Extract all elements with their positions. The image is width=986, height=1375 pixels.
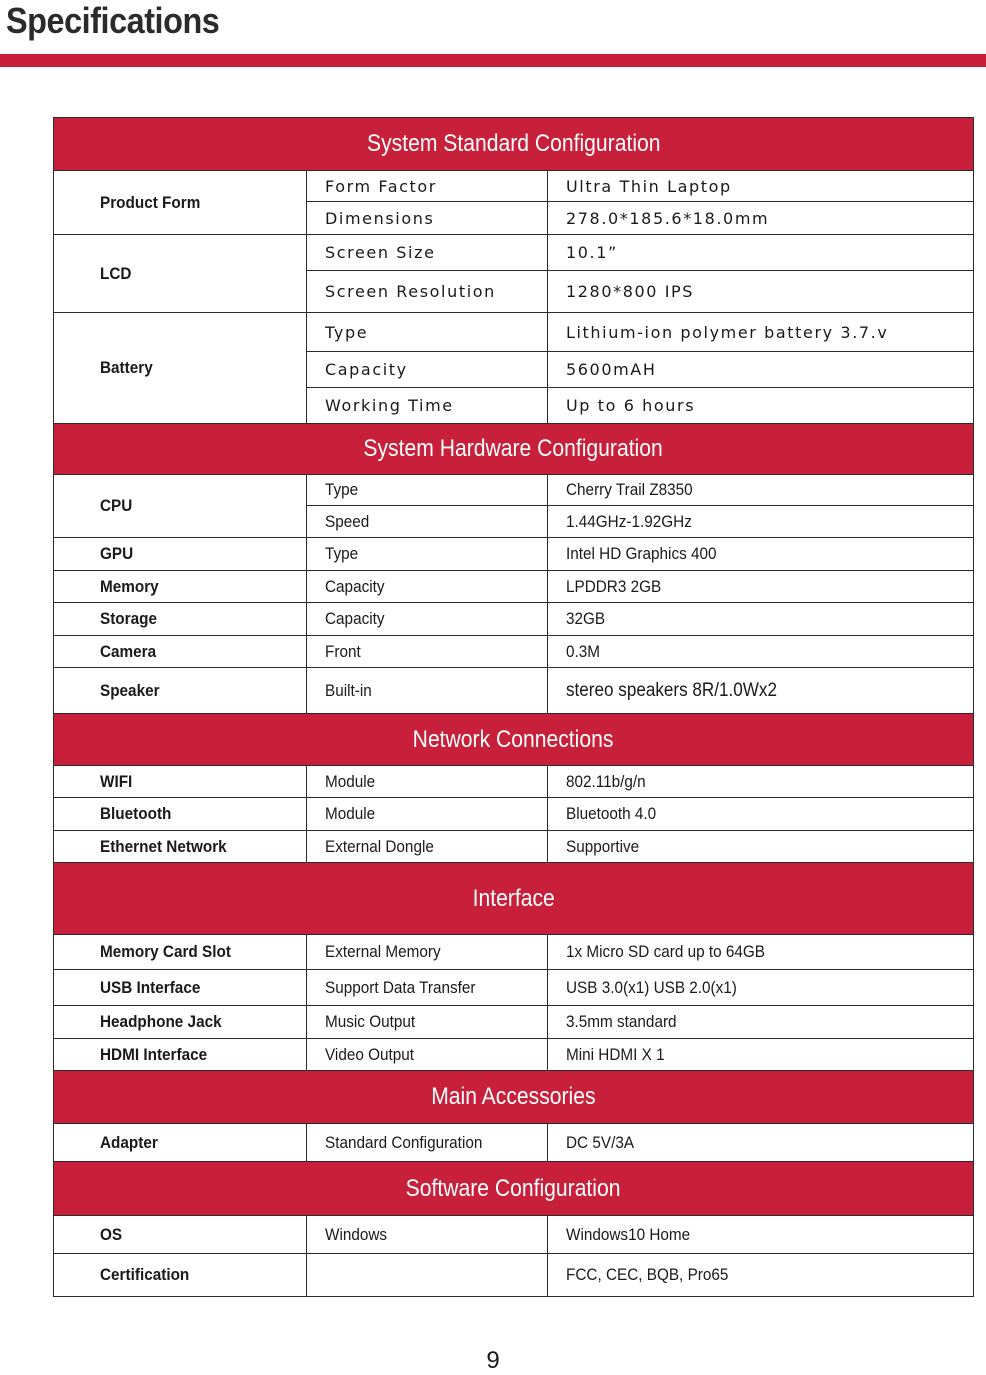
property-cell: Type [325, 544, 359, 563]
value-cell: 278.0*185.6*18.0mm [548, 202, 974, 235]
property-cell: Windows [325, 1224, 388, 1244]
table-row [54, 1216, 974, 1254]
table-row [54, 1124, 974, 1162]
category-label: Adapter [100, 1132, 158, 1152]
section-title: System Standard Configuration [366, 130, 661, 157]
category-label: Certification [100, 1265, 190, 1284]
property-cell: Capacity [325, 576, 385, 596]
table-row [54, 831, 974, 863]
section-header-network [54, 714, 974, 766]
value-cell: 802.11b/g/n [566, 771, 646, 791]
value-cell: Up to 6 hours [548, 388, 974, 424]
category-label: WIFI [100, 771, 133, 791]
value-cell: Lithium-ion polymer battery 3.7.v [548, 313, 974, 352]
table-row [54, 766, 974, 798]
table-row [54, 1039, 974, 1071]
value-cell: 1.44GHz-1.92GHz [566, 511, 692, 531]
value-cell: 1x Micro SD card up to 64GB [566, 942, 765, 961]
value-cell: Windows10 Home [566, 1224, 691, 1244]
category-label: Headphone Jack [100, 1012, 222, 1031]
section-title: System Hardware Configuration [363, 435, 664, 462]
value-cell: Intel HD Graphics 400 [566, 544, 717, 563]
section-header-standard [54, 118, 974, 171]
property-cell: Dimensions [307, 202, 548, 235]
section-title: Interface [472, 884, 555, 912]
value-cell: 3.5mm standard [566, 1012, 677, 1031]
value-cell: Mini HDMI X 1 [566, 1044, 665, 1064]
table-row [54, 970, 974, 1006]
category-label: Product Form [100, 192, 201, 212]
value-cell: 0.3M [566, 641, 601, 661]
category-label: OS [100, 1224, 123, 1244]
table-row [54, 1006, 974, 1039]
table-row [54, 235, 974, 271]
table-row [54, 571, 974, 603]
property-cell: Speed [325, 511, 370, 531]
category-label: Speaker [100, 680, 160, 700]
category-label: Memory Card Slot [100, 942, 231, 961]
category-label: Ethernet Network [100, 836, 227, 856]
category-label: USB Interface [100, 977, 201, 997]
section-header-software [54, 1162, 974, 1216]
property-cell: External Memory [325, 942, 441, 961]
table-row [54, 1254, 974, 1297]
property-cell: Screen Size [307, 235, 548, 271]
table-row [54, 798, 974, 831]
table-row [54, 313, 974, 352]
table-row [54, 668, 974, 714]
table-row [54, 171, 974, 202]
category-label: Bluetooth [100, 804, 172, 823]
section-header-interface [54, 863, 974, 935]
table-row [54, 636, 974, 668]
category-label: CPU [100, 496, 133, 515]
property-cell: Support Data Transfer [325, 977, 476, 997]
value-cell: USB 3.0(x1) USB 2.0(x1) [566, 977, 737, 997]
table-row [54, 935, 974, 970]
table-row [54, 475, 974, 506]
property-cell: Screen Resolution [307, 271, 548, 313]
category-label: Battery [100, 358, 153, 377]
category-label: Storage [100, 609, 157, 628]
property-cell: Capacity [325, 609, 385, 628]
property-cell: Video Output [325, 1044, 415, 1064]
value-cell: Ultra Thin Laptop [548, 171, 974, 202]
property-cell: Music Output [325, 1012, 416, 1031]
value-cell: 10.1” [548, 235, 974, 271]
value-cell: stereo speakers 8R/1.0Wx2 [566, 679, 778, 701]
property-cell: Standard Configuration [325, 1132, 483, 1152]
page-number: 9 [486, 1347, 500, 1374]
section-title: Software Configuration [406, 1174, 621, 1202]
property-cell: Working Time [307, 388, 548, 424]
section-title: Network Connections [413, 725, 614, 753]
table-row [54, 538, 974, 571]
value-cell: Bluetooth 4.0 [566, 804, 657, 823]
property-cell: Module [325, 771, 376, 791]
property-cell: Front [325, 641, 361, 661]
value-cell: 32GB [566, 609, 606, 628]
category-label: HDMI Interface [100, 1044, 208, 1064]
section-title: Main Accessories [431, 1083, 596, 1110]
title-divider [0, 54, 986, 67]
category-label: GPU [100, 544, 134, 563]
value-cell: DC 5V/3A [566, 1132, 635, 1152]
property-cell: Form Factor [307, 171, 548, 202]
value-cell: LPDDR3 2GB [566, 576, 662, 596]
property-cell: Capacity [307, 352, 548, 388]
category-label: Memory [100, 576, 159, 596]
value-cell: Cherry Trail Z8350 [566, 480, 693, 499]
value-cell: FCC, CEC, BQB, Pro65 [566, 1265, 729, 1284]
property-cell: Type [325, 480, 359, 499]
table-row [54, 603, 974, 636]
section-header-hardware [54, 424, 974, 475]
category-label: Camera [100, 641, 157, 661]
property-cell: Built-in [325, 680, 372, 700]
value-cell: 5600mAH [548, 352, 974, 388]
section-header-accessories [54, 1071, 974, 1124]
value-cell: Supportive [566, 836, 640, 856]
specifications-table [53, 117, 974, 1297]
page-title: Specifications [6, 0, 220, 41]
value-cell: 1280*800 IPS [548, 271, 974, 313]
property-cell: Module [325, 804, 376, 823]
property-cell: External Dongle [325, 836, 434, 856]
category-label: LCD [100, 263, 132, 283]
property-cell: Type [307, 313, 548, 352]
